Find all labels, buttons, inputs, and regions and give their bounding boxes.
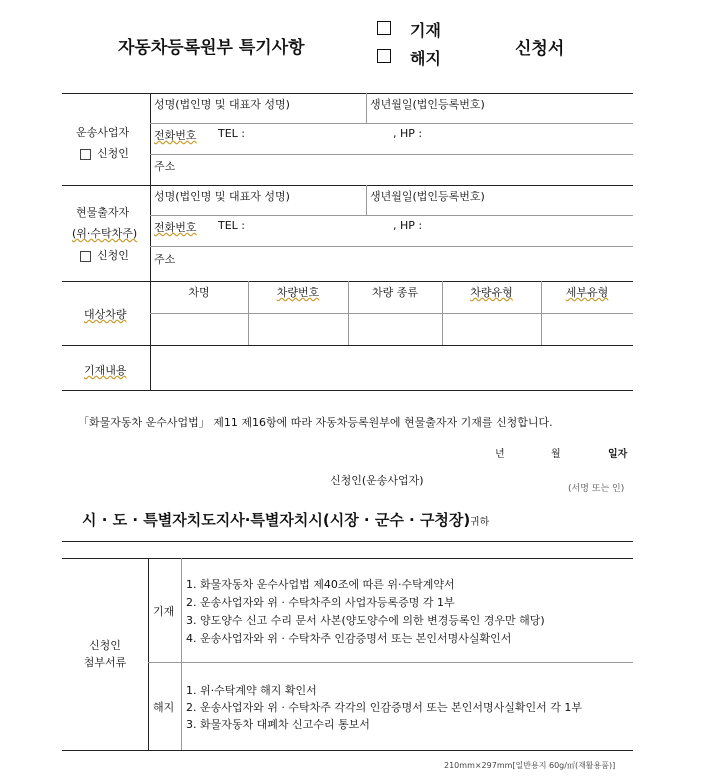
transport-birth-field[interactable]: 생년월일(법인등록번호) [370,98,485,111]
transport-hp-field[interactable]: , HP : [393,127,423,140]
form-title: 자동차등록원부 특기사항 [118,38,305,58]
register-item-4: 4. 운송사업자와 위 · 수탁차주 인감증명서 또는 본인서명사실확인서 [186,632,512,645]
attachments-label-line1: 신청인 [89,639,121,652]
row-divider [150,246,633,247]
attachments-label-divider [148,558,149,750]
investor-applicant-option[interactable] [80,247,129,263]
vehicle-col-number: 차량번호 [276,286,320,299]
section-divider [62,185,633,186]
attachments-bottom-border [62,750,633,751]
vehicle-name-input[interactable] [151,314,248,345]
investor-birth-field[interactable]: 생년월일(법인등록번호) [370,190,485,203]
vehicle-col-kind: 차량 종류 [371,286,418,299]
cancel-item-2: 2. 운송사업자와 위 · 수탁차주 각각의 인감증명서 또는 본인서명사실확인서 각 1부 [186,701,582,714]
investor-name-field[interactable]: 성명(법인명 및 대표자 성명) [154,190,290,203]
transport-operator-label: 운송사업자 [76,126,130,139]
attachments-register-label: 기재 [153,605,175,618]
investor-hp-field[interactable]: , HP : [393,219,423,232]
attachments-cancel-label: 해지 [153,701,175,714]
transport-applicant-option[interactable] [80,145,129,161]
signature-label: 신청인(운송사업자) [330,474,424,487]
recipient-text: 시 · 도 · 특별자치도지사·특별자치시(시장 · 군수 · 구청장) [82,511,471,529]
attachments-label-line2: 첨부서류 [83,656,127,669]
investor-applicant-checkbox[interactable] [80,251,91,262]
recipient-suffix: 귀하 [470,517,490,528]
attachments-row-divider [148,662,633,663]
cell-divider [366,93,367,123]
cancel-checkbox[interactable] [377,49,391,63]
transport-phone-label: 전화번호 [154,129,197,142]
register-item-1: 1. 화물자동차 운수사업법 제40조에 따른 위·수탁계약서 [186,578,455,591]
investor-applicant-label: 신청인 [97,249,129,262]
entry-label: 기재내용 [84,364,127,377]
investor-address-field[interactable]: 주소 [154,253,176,266]
investor-phone-label: 전화번호 [154,221,197,234]
divider [62,541,633,542]
transport-address-field[interactable]: 주소 [154,160,176,173]
register-option-label: 기재 [410,21,441,40]
transport-name-field[interactable]: 성명(법인명 및 대표자 성명) [154,98,290,111]
cell-divider [366,185,367,215]
vehicle-type-input[interactable] [443,314,541,345]
transport-tel-field[interactable]: TEL : [218,127,246,140]
date-month: 월 [551,449,561,460]
vehicle-subtype-input[interactable] [542,314,633,345]
vehicle-number-input[interactable] [249,314,348,345]
vehicle-label: 대상차량 [84,308,127,321]
vehicle-col-type: 차량유형 [470,286,513,299]
table-top-border [62,93,633,94]
date-day: 일자 [608,449,628,460]
register-item-3: 3. 양도양수 신고 수리 문서 사본(양도양수에 의한 변경등록인 경우만 해당) [186,614,545,627]
transport-applicant-checkbox[interactable] [80,149,91,160]
form-title-suffix: 신청서 [515,39,565,59]
table-bottom-border [62,390,633,391]
signature-note: (서명 또는 인) [568,484,625,494]
investor-label: 현물출자자 [76,206,130,219]
cancel-item-1: 1. 위·수탁계약 해지 확인서 [186,684,317,697]
entry-content-input[interactable] [151,346,633,390]
transport-applicant-label: 신청인 [97,147,129,160]
paper-spec-footer: 210mm×297mm[일반용지 60g/㎡(재활용품)] [444,761,616,770]
register-item-2: 2. 운송사업자와 위 · 수탁차주의 사업자등록증명 각 1부 [186,596,455,609]
register-checkbox[interactable] [377,21,391,35]
date-year: 년 [495,449,505,460]
cancel-option-label: 해지 [410,49,441,68]
investor-tel-field[interactable]: TEL : [218,219,246,232]
attachments-type-divider [181,558,182,750]
row-divider [150,123,633,124]
vehicle-col-subtype: 세부유형 [565,286,609,299]
investor-sublabel: (위·수탁차주) [72,227,138,240]
vehicle-kind-input[interactable] [349,314,442,345]
row-divider [150,154,633,155]
application-statement: 「화물자동차 운수사업법」 제11 제16항에 따라 자동차등록원부에 현물출자자 기재를 신청합니다. [78,416,553,429]
cancel-item-3: 3. 화물자동차 대폐차 신고수리 통보서 [186,718,370,731]
vehicle-col-name: 차명 [188,286,210,299]
row-divider [150,215,633,216]
